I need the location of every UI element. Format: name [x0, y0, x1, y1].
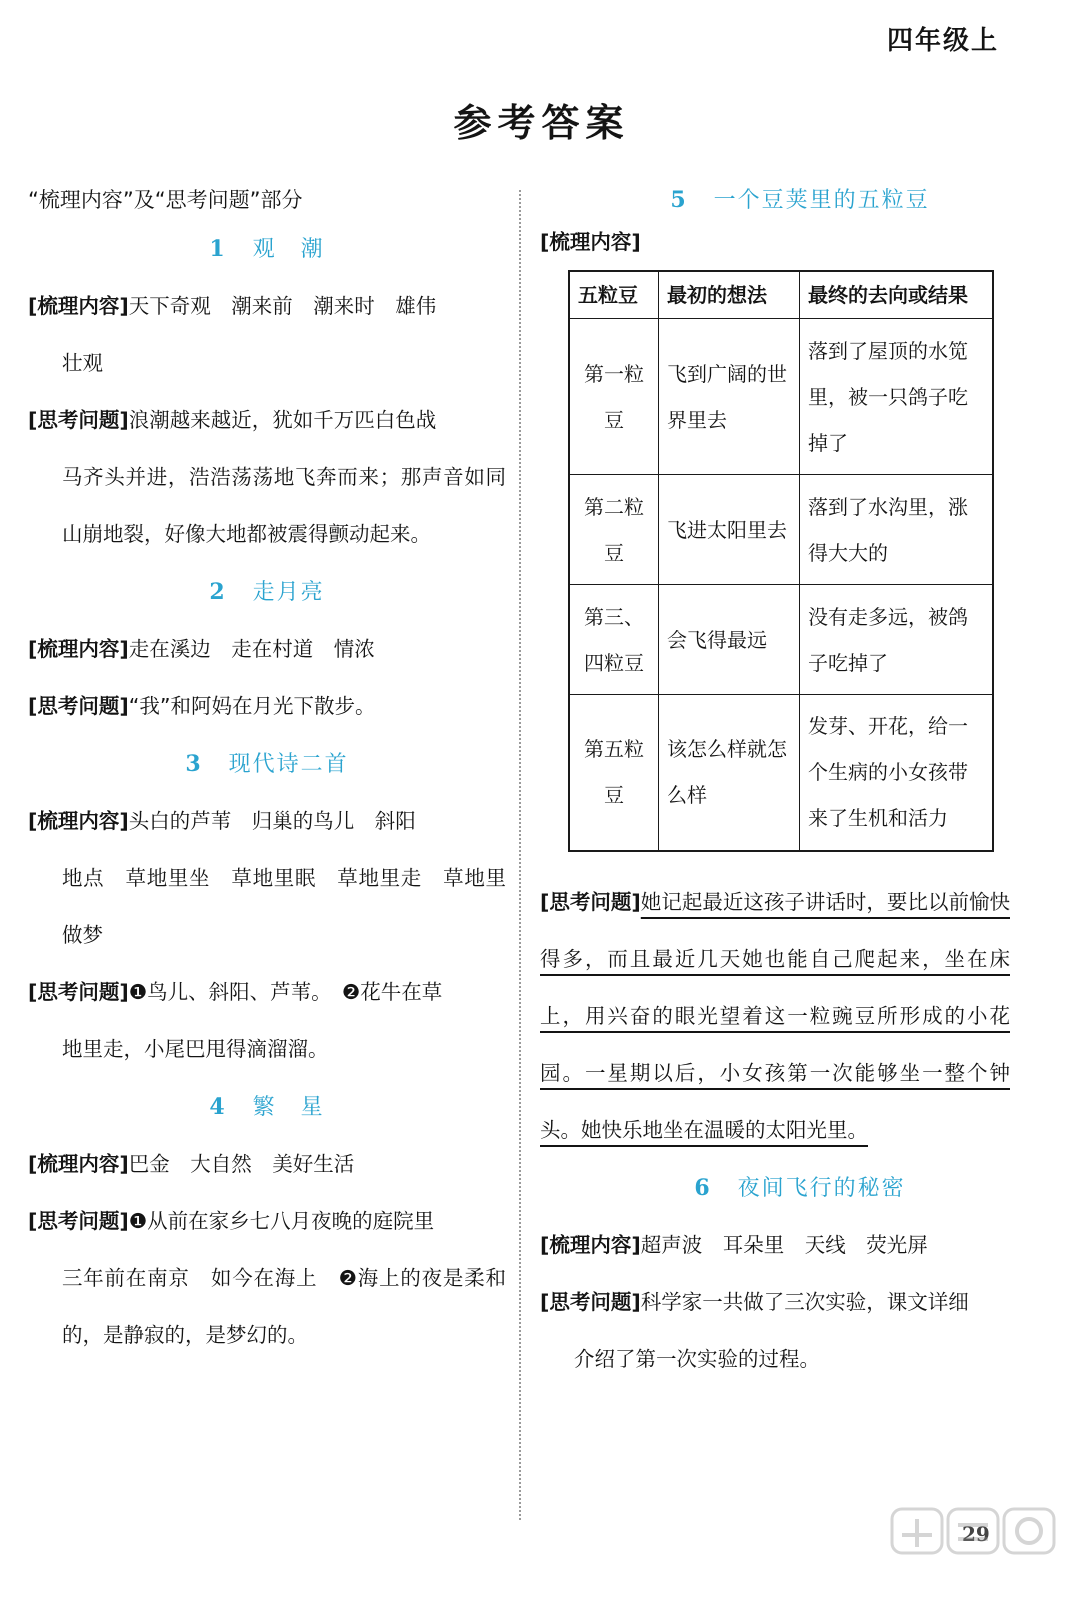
lesson-5 — [540, 180, 1060, 1159]
lesson-title: 1 观 潮 — [209, 236, 325, 262]
table-cell: 第三、四粒豆 — [569, 585, 659, 695]
grade-label: 四年级上 — [886, 26, 999, 56]
part-heading: “梳理内容”及“思考问题”部分 — [28, 188, 303, 212]
lesson-2 — [28, 563, 506, 735]
table-cell: 落到了水沟里，涨得大大的 — [800, 475, 994, 585]
lesson-1 — [28, 220, 506, 563]
left-column — [28, 180, 506, 1364]
table-row — [569, 585, 993, 695]
lesson-entry: [思考问题]她记起最近这孩子讲话时，要比以前愉快得多，而且最近几天她也能自己爬起来，坐在床上，用兴奋的眼光望着这一粒豌豆所形成的小花园。一星期以后，小女孩第一次能够坐一整个钟头。她快乐地坐在温暖的太阳光里。 — [540, 889, 1010, 1142]
column-divider — [519, 190, 521, 1520]
lesson-entry: [梳理内容]走在溪边 走在村道 情浓 — [28, 637, 375, 661]
lesson-title: 6 夜间飞行的秘密 — [694, 1174, 906, 1201]
lesson-title: 3 现代诗二首 — [185, 751, 349, 777]
section-tag: [梳理内容] — [540, 230, 641, 254]
table-cell: 飞到广阔的世界里去 — [659, 319, 800, 475]
lesson-entry: [思考问题]❶鸟儿、斜阳、芦苇。 ❷花牛在草 地里走，小尾巴甩得滴溜溜。 — [28, 980, 443, 1061]
lesson-entry: [思考问题]科学家一共做了三次实验，课文详细 介绍了第一次实验的过程。 — [540, 1289, 969, 1371]
table-cell: 该怎么样就怎么样 — [659, 695, 800, 851]
table-cell: 会飞得最远 — [659, 585, 800, 695]
table-row — [569, 475, 993, 585]
lesson-entry: [梳理内容]天下奇观 潮来前 潮来时 雄伟 壮观 — [28, 294, 437, 375]
table-row — [569, 319, 993, 475]
watermark-logo — [888, 1505, 1058, 1587]
table-header-cell: 最初的想法 — [659, 271, 800, 319]
lesson-entry: [思考问题]“我”和阿妈在月光下散步。 — [28, 694, 376, 718]
lesson-entry: [梳理内容]头白的芦苇 归巢的鸟儿 斜阳 地点 草地里坐 草地里眠 草地里走 草地里做梦 — [28, 809, 506, 947]
page-title: 参考答案 — [453, 101, 630, 145]
lesson-entry: [梳理内容]巴金 大自然 美好生活 — [28, 1152, 355, 1176]
lesson-entry: [思考问题]浪潮越来越近，犹如千万匹白色战 马齐头并进，浩浩荡荡地飞奔而来；那声音如同山崩地裂，好像大地都被震得颤动起来。 — [28, 408, 506, 546]
five-peas-table — [568, 270, 994, 852]
table-cell: 没有走多远，被鸽子吃掉了 — [800, 585, 994, 695]
table-cell: 第二粒豆 — [569, 475, 659, 585]
right-column — [540, 180, 1060, 1388]
table-cell: 落到了屋顶的水笕里，被一只鸽子吃掉了 — [800, 319, 994, 475]
lesson-4 — [28, 1078, 506, 1364]
table-row — [569, 695, 993, 851]
table-cell: 发芽、开花，给一个生病的小女孩带来了生机和活力 — [800, 695, 994, 851]
lesson-6 — [540, 1159, 1060, 1388]
lesson-title: 2 走月亮 — [209, 579, 325, 605]
lesson-entry: [梳理内容]超声波 耳朵里 天线 荧光屏 — [540, 1232, 928, 1257]
table-cell: 飞进太阳里去 — [659, 475, 800, 585]
table-cell: 第五粒豆 — [569, 695, 659, 851]
underlined-answer: 她记起最近这孩子讲话时，要比以前愉快得多，而且最近几天她也能自己爬起来，坐在床上，用兴奋的眼光望着这一粒豌豆所形成的小花园。一星期以后，小女孩第一次能够坐一整个钟头。她快乐地坐在温暖的太阳光里。 — [540, 889, 1010, 1142]
page-number: 29 — [962, 1522, 990, 1546]
table-cell: 第一粒豆 — [569, 319, 659, 475]
lesson-entry: [思考问题]❶从前在家乡七八月夜晚的庭院里 三年前在南京 如今在海上 ❷海上的夜是柔和的，是静寂的，是梦幻的。 — [28, 1209, 506, 1347]
lesson-title: 5 一个豆荚里的五粒豆 — [670, 187, 930, 213]
table-header-cell: 五粒豆 — [569, 271, 659, 319]
table-header-row — [569, 271, 993, 319]
table-header-cell: 最终的去向或结果 — [800, 271, 994, 319]
lesson-3 — [28, 735, 506, 1078]
lesson-title: 4 繁 星 — [209, 1094, 325, 1120]
